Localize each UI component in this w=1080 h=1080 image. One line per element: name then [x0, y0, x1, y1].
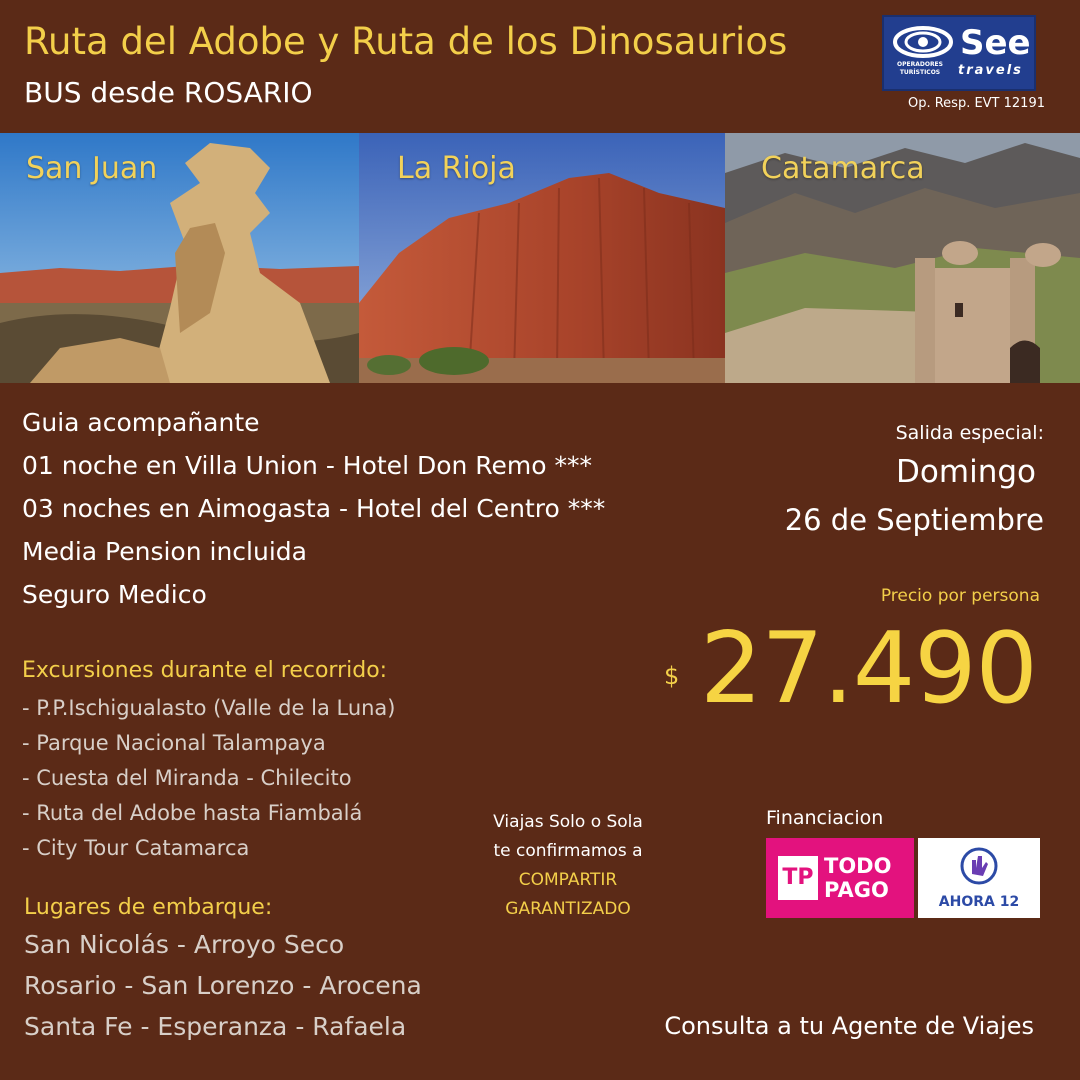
solo-highlight: GARANTIZADO	[505, 899, 631, 919]
ahora12-label: AHORA 12	[938, 894, 1020, 910]
boarding-item: San Nicolás - Arroyo Seco	[24, 930, 345, 959]
solo-line: Viajas Solo o Sola	[493, 812, 643, 832]
logo-brand-sub: travels	[958, 63, 1023, 78]
include-item: 01 noche en Villa Union - Hotel Don Remo ***	[22, 451, 593, 480]
todopago-word: PAGO	[824, 878, 889, 902]
photo-la-rioja	[359, 133, 725, 383]
eye-swirl-icon	[892, 25, 954, 59]
photo-catamarca	[725, 133, 1080, 383]
solo-line: te confirmamos a	[493, 841, 643, 861]
departure-day: Domingo	[896, 454, 1036, 490]
financing-label: Financiacion	[766, 807, 884, 829]
excursion-item: - P.P.Ischigualasto (Valle de la Luna)	[22, 696, 396, 720]
price-currency: $	[664, 662, 680, 690]
excursion-item: - City Tour Catamarca	[22, 836, 250, 860]
photo-label: San Juan	[26, 151, 158, 186]
todopago-word: TODO	[824, 854, 892, 878]
solo-travel-note	[478, 808, 658, 924]
logo-brand: See	[960, 23, 1031, 63]
boarding-item: Rosario - San Lorenzo - Arocena	[24, 971, 422, 1000]
price-amount: 27.490	[700, 612, 1037, 726]
ahora12-hand-icon	[959, 846, 999, 886]
include-item: Guia acompañante	[22, 408, 260, 437]
departure-label: Salida especial:	[895, 422, 1044, 444]
solo-highlight: COMPARTIR	[518, 870, 618, 890]
price-label: Precio por persona	[880, 586, 1040, 606]
logo-tagline: OPERADORES TURÍSTICOS	[897, 61, 943, 76]
departure-date: 26 de Septiembre	[784, 503, 1044, 537]
include-item: 03 noches en Aimogasta - Hotel del Centro ***	[22, 494, 606, 523]
operator-license: Op. Resp. EVT 12191	[907, 96, 1045, 111]
contact-agent-cta: Consulta a tu Agente de Viajes	[664, 1012, 1034, 1040]
include-item: Seguro Medico	[22, 580, 207, 609]
excursion-item: - Cuesta del Miranda - Chilecito	[22, 766, 352, 790]
photo-label: Catamarca	[761, 151, 925, 186]
ahora12-logo	[918, 838, 1040, 918]
todopago-icon: TP	[778, 856, 818, 900]
page-subtitle: BUS desde ROSARIO	[24, 76, 313, 109]
page-title: Ruta del Adobe y Ruta de los Dinosaurios	[24, 20, 788, 63]
todopago-logo	[766, 838, 914, 918]
excursions-title: Excursiones durante el recorrido:	[22, 658, 388, 683]
boarding-title: Lugares de embarque:	[24, 895, 273, 920]
excursion-item: - Parque Nacional Talampaya	[22, 731, 326, 755]
excursion-item: - Ruta del Adobe hasta Fiambalá	[22, 801, 363, 825]
boarding-item: Santa Fe - Esperanza - Rafaela	[24, 1012, 407, 1041]
photo-label: La Rioja	[397, 151, 516, 186]
include-item: Media Pension incluida	[22, 537, 307, 566]
photo-san-juan	[0, 133, 359, 383]
see-travels-logo	[882, 15, 1036, 91]
